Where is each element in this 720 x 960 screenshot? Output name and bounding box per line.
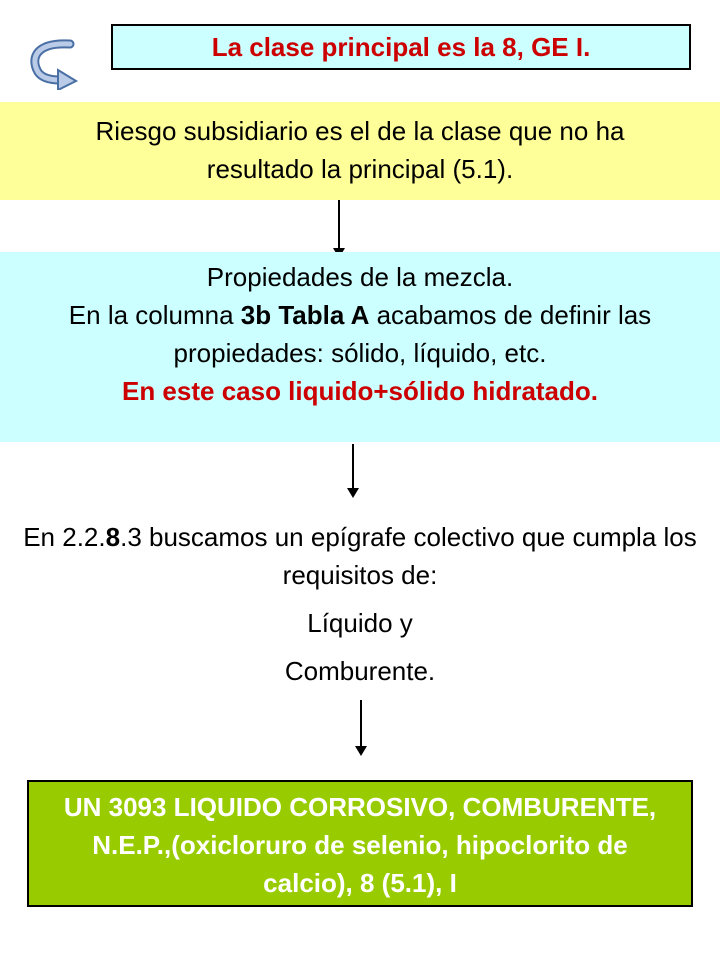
arrow-down-2 xyxy=(352,444,354,490)
subsidiary-risk-box xyxy=(0,102,720,200)
title-box xyxy=(111,24,691,70)
result-box xyxy=(27,780,693,907)
properties-box xyxy=(0,252,720,442)
requirement-liquid: Líquido y xyxy=(307,608,413,638)
requirement-oxidizer: Comburente. xyxy=(284,656,436,686)
search-block xyxy=(0,518,720,690)
arrow-down-1 xyxy=(338,200,340,250)
properties-line xyxy=(0,296,720,372)
search-suffix: .3 buscamos un epígrafe colectivo que cumpla los requisitos de: xyxy=(120,522,697,590)
properties-line-suffix: acabamos de definir las propiedades: sólido, líquido, etc. xyxy=(173,300,652,368)
search-prefix: En 2.2. xyxy=(23,522,106,552)
search-text xyxy=(0,518,720,594)
search-bold: 8 xyxy=(105,522,121,552)
arrow-down-3 xyxy=(360,700,362,748)
properties-line-bold: 3b Tabla A xyxy=(240,300,370,330)
properties-conclusion: En este caso liquido+sólido hidratado. xyxy=(121,376,599,406)
result-text: UN 3093 LIQUIDO CORROSIVO, COMBURENTE, N.E.P.,(oxicloruro de selenio, hipoclorito de calcio), 8 (5.1), I xyxy=(63,792,657,898)
subsidiary-risk-text: Riesgo subsidiario es el de la clase que no ha resultado la principal (5.1). xyxy=(95,116,625,184)
properties-line-prefix: En la columna xyxy=(68,300,241,330)
back-arrow-icon[interactable] xyxy=(30,38,78,90)
properties-heading: Propiedades de la mezcla. xyxy=(206,262,514,292)
page-title: La clase principal es la 8, GE I. xyxy=(211,31,591,62)
